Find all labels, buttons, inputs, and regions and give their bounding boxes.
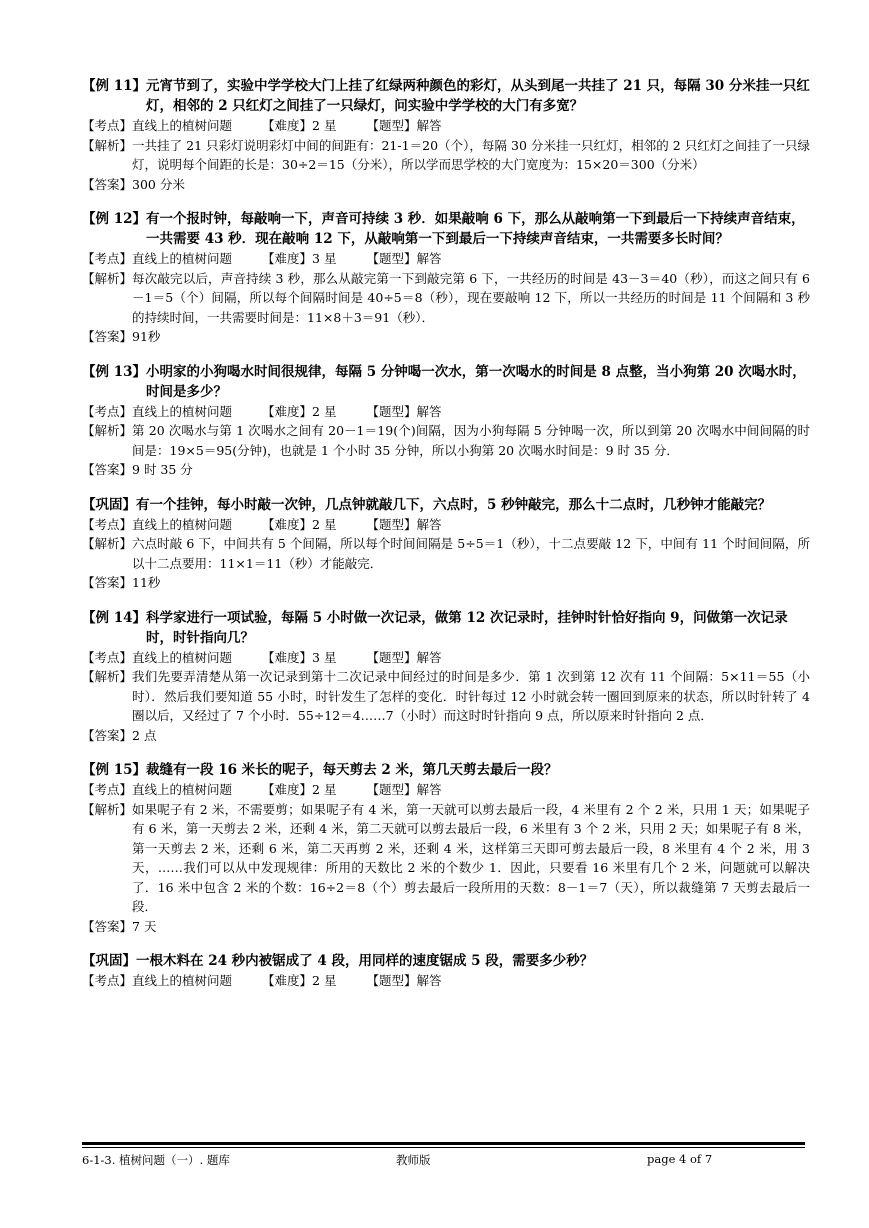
nandu-value: 2 星 — [312, 516, 337, 532]
kaodian-label: 【考点】 — [82, 251, 133, 266]
tixing-label: 【题型】 — [366, 649, 417, 665]
kaodian-label: 【考点】 — [82, 516, 133, 532]
tixing-value: 解答 — [416, 649, 442, 665]
nandu-value: 3 星 — [312, 649, 337, 665]
nandu-value: 2 星 — [312, 973, 337, 988]
question — [82, 760, 810, 780]
tixing-label: 【题型】 — [366, 118, 417, 133]
meta-row — [82, 515, 810, 535]
nandu-label: 【难度】 — [262, 118, 313, 133]
kaodian-label: 【考点】 — [82, 782, 133, 797]
analysis-row — [82, 667, 810, 726]
kaodian-value: 直线上的植树问题 — [132, 118, 233, 133]
tixing-label: 【题型】 — [366, 782, 417, 797]
daan-text: 11秒 — [132, 575, 161, 590]
nandu-value: 2 星 — [312, 782, 337, 797]
answer-row — [82, 573, 810, 593]
tixing-value: 解答 — [416, 403, 442, 419]
footer-rule — [82, 1142, 805, 1148]
problem-13 — [82, 362, 810, 480]
answer-row — [82, 460, 810, 480]
nandu-value: 2 星 — [312, 118, 337, 133]
question-text: 一根木料在 24 秒内被锯成了 4 段，用同样的速度锯成 5 段，需要多少秒？ — [136, 953, 594, 969]
problem-15 — [82, 760, 810, 936]
jiexi-text: 第 20 次喝水与第 1 次喝水之间有 20－1＝19(个)间隔，因为小狗每隔 5 分钟喝一次，所以到第 20 次喝水中间间隔的时间是：19×5＝95(分钟)，也就是 1 个小时 35 分钟，所以小狗第 20 次喝水时间是：9 时 35 分． — [132, 423, 810, 458]
problem-12 — [82, 209, 810, 347]
question — [82, 362, 810, 402]
kaodian-value: 直线上的植树问题 — [132, 649, 233, 665]
nandu-label: 【难度】 — [262, 782, 313, 797]
answer-row — [82, 175, 810, 195]
nandu-value: 2 星 — [312, 403, 337, 419]
problem-tag: 【巩固】 — [82, 496, 136, 513]
kaodian-label: 【考点】 — [82, 973, 133, 988]
daan-label: 【答案】 — [82, 727, 133, 743]
tixing-label: 【题型】 — [366, 516, 417, 532]
daan-text: 2 点 — [132, 727, 157, 743]
footer-doc-title: 6-1-3. 植树问题（一）. 题库 — [82, 1153, 230, 1167]
analysis-row — [82, 136, 810, 175]
meta-row — [82, 402, 810, 422]
jiexi-text: 我们先要弄清楚从第一次记录到第十二次记录中间经过的时间是多少．第 1 次到第 12 次有 11 个间隔：5×11＝55（小时）．然后我们要知道 55 小时，时针发生了怎样的变化．时针每过 12 小时就会转一圈回到原来的状态，所以时针转了 4 圈以后，又经过了 7 个小时．55÷12＝4……7（小时）而这时时针指向 9 点，所以原来时针指向 2 点． — [132, 669, 810, 723]
kaodian-label: 【考点】 — [82, 403, 133, 419]
kaodian-value: 直线上的植树问题 — [132, 782, 233, 797]
problem-tag: 【例 13】 — [82, 363, 146, 380]
question-text: 裁缝有一段 16 米长的呢子，每天剪去 2 米，第几天剪去最后一段？ — [146, 762, 558, 778]
tixing-label: 【题型】 — [366, 973, 417, 988]
problem-tag: 【巩固】 — [82, 953, 136, 969]
meta-row — [82, 780, 810, 800]
footer-rule-thick — [82, 1142, 805, 1145]
meta-row — [82, 971, 810, 991]
daan-text: 9 时 35 分 — [132, 462, 193, 477]
meta-row — [82, 116, 810, 136]
problem-gonggu-1 — [82, 495, 810, 593]
jiexi-text: 六点时敲 6 下，中间共有 5 个间隔，所以每个时间间隔是 5÷5＝1（秒），十二点要敲 12 下，中间有 11 个时间间隔，所以十二点要用：11×1＝11（秒）才能敲完． — [132, 536, 810, 571]
jiexi-label: 【解析】 — [82, 137, 133, 153]
kaodian-value: 直线上的植树问题 — [132, 251, 233, 266]
question — [82, 495, 810, 515]
question — [82, 76, 810, 116]
answer-row — [82, 917, 810, 937]
daan-text: 91秒 — [132, 329, 161, 344]
nandu-label: 【难度】 — [262, 403, 313, 419]
jiexi-label: 【解析】 — [82, 270, 133, 286]
tixing-label: 【题型】 — [366, 251, 417, 266]
document-body — [82, 76, 810, 1006]
question-text: 有一个报时钟，每敲响一下，声音可持续 3 秒．如果敲响 6 下，那么从敲响第一下到最后一下持续声音结束，一共需要 43 秒．现在敲响 12 下，从敲响第一下到最后一下持续声音结束，一共需要多长时间？ — [146, 211, 805, 247]
problem-gonggu-2 — [82, 951, 810, 991]
kaodian-label: 【考点】 — [82, 118, 133, 133]
meta-row — [82, 249, 810, 269]
meta-row — [82, 648, 810, 668]
analysis-row — [82, 269, 810, 328]
jiexi-text: 一共挂了 21 只彩灯说明彩灯中间的间距有：21-1＝20（个），每隔 30 分米挂一只红灯，相邻的 2 只红灯之间挂了一只绿灯，说明每个间距的长是：30÷2＝15（分米），所以学而思学校的大门宽度为：15×20＝300（分米） — [132, 137, 810, 172]
problem-tag: 【例 14】 — [82, 609, 146, 626]
footer-rule-thin — [82, 1147, 805, 1148]
question-text: 元宵节到了，实验中学学校大门上挂了红绿两种颜色的彩灯，从头到尾一共挂了 21 只，每隔 30 分米挂一只红灯，相邻的 2 只红灯之间挂了一只绿灯，问实验中学学校的大门有多宽？ — [146, 78, 810, 114]
jiexi-label: 【解析】 — [82, 669, 133, 684]
kaodian-value: 直线上的植树问题 — [132, 973, 233, 988]
jiexi-text: 如果呢子有 2 米，不需要剪；如果呢子有 4 米，第一天就可以剪去最后一段，4 米里有 2 个 2 米，只用 1 天；如果呢子有 6 米，第一天剪去 2 米，还剩 4 米，第二天就可以剪去最后一段，6 米里有 3 个 2 米，只用 2 天；如果呢子有 8 米，第一天剪去 2 米，还剩 6 米，第二天再剪 2 米，还剩 4 米，这样第三天即可剪去最后一段，8 米里有 4 个 2 米，用 3 天，……我们可以从中发现规律：所用的天数比 2 米的个数少 1．因此，只要看 16 米里有几个 2 米，问题就可以解决了．16 米中包含 2 米的个数：16÷2＝8（个）剪去最后一段所用的天数：8－1＝7（天），所以裁缝第 7 天剪去最后一段． — [132, 801, 810, 914]
tixing-value: 解答 — [416, 782, 442, 797]
kaodian-value: 直线上的植树问题 — [132, 403, 233, 419]
tixing-value: 解答 — [416, 973, 442, 988]
question-text: 小明家的小狗喝水时间很规律，每隔 5 分钟喝一次水，第一次喝水的时间是 8 点整，当小狗第 20 次喝水时，时间是多少？ — [146, 363, 806, 400]
analysis-row — [82, 800, 810, 917]
daan-label: 【答案】 — [82, 918, 133, 934]
nandu-label: 【难度】 — [262, 516, 313, 532]
problem-tag: 【例 12】 — [82, 211, 146, 227]
tixing-value: 解答 — [416, 251, 442, 266]
daan-text: 7 天 — [132, 918, 157, 934]
nandu-label: 【难度】 — [262, 649, 313, 665]
nandu-label: 【难度】 — [262, 973, 313, 988]
problem-11 — [82, 76, 810, 194]
jiexi-label: 【解析】 — [82, 801, 133, 817]
daan-label: 【答案】 — [82, 329, 133, 344]
footer-edition: 教师版 — [396, 1153, 431, 1167]
question-text: 科学家进行一项试验，每隔 5 小时做一次记录，做第 12 次记录时，挂钟时针恰好指向 9，问做第一次记录时，时针指向几？ — [146, 609, 788, 646]
question-text: 有一个挂钟，每小时敲一次钟，几点钟就敲几下，六点时，5 秒钟敲完，那么十二点时，几秒钟才能敲完？ — [136, 496, 772, 513]
analysis-row — [82, 534, 810, 573]
nandu-value: 3 星 — [312, 251, 337, 266]
jiexi-label: 【解析】 — [82, 423, 133, 438]
daan-label: 【答案】 — [82, 176, 133, 192]
answer-row — [82, 327, 810, 347]
question — [82, 951, 810, 971]
kaodian-label: 【考点】 — [82, 649, 133, 665]
tixing-label: 【题型】 — [366, 403, 417, 419]
daan-text: 300 分米 — [132, 176, 185, 192]
answer-row — [82, 726, 810, 746]
daan-label: 【答案】 — [82, 462, 133, 477]
problem-tag: 【例 15】 — [82, 762, 146, 778]
daan-label: 【答案】 — [82, 575, 133, 590]
problem-tag: 【例 11】 — [82, 78, 146, 94]
question — [82, 608, 810, 648]
jiexi-text: 每次敲完以后，声音持续 3 秒，那么从敲完第一下到敲完第 6 下，一共经历的时间是 43－3＝40（秒），而这之间只有 6－1＝5（个）间隔，所以每个间隔时间是 40÷5＝8（秒），现在要敲响 12 下，所以一共经历的时间是 11 个间隔和 3 秒的持续时间，一共需要时间是：11×8＋3＝91（秒）． — [132, 270, 810, 325]
tixing-value: 解答 — [416, 516, 442, 532]
nandu-label: 【难度】 — [262, 251, 313, 266]
footer-page-number: page 4 of 7 — [647, 1152, 713, 1166]
problem-14 — [82, 608, 810, 746]
jiexi-label: 【解析】 — [82, 536, 133, 551]
analysis-row — [82, 421, 810, 460]
tixing-value: 解答 — [416, 118, 442, 133]
question — [82, 209, 810, 249]
kaodian-value: 直线上的植树问题 — [132, 516, 233, 532]
